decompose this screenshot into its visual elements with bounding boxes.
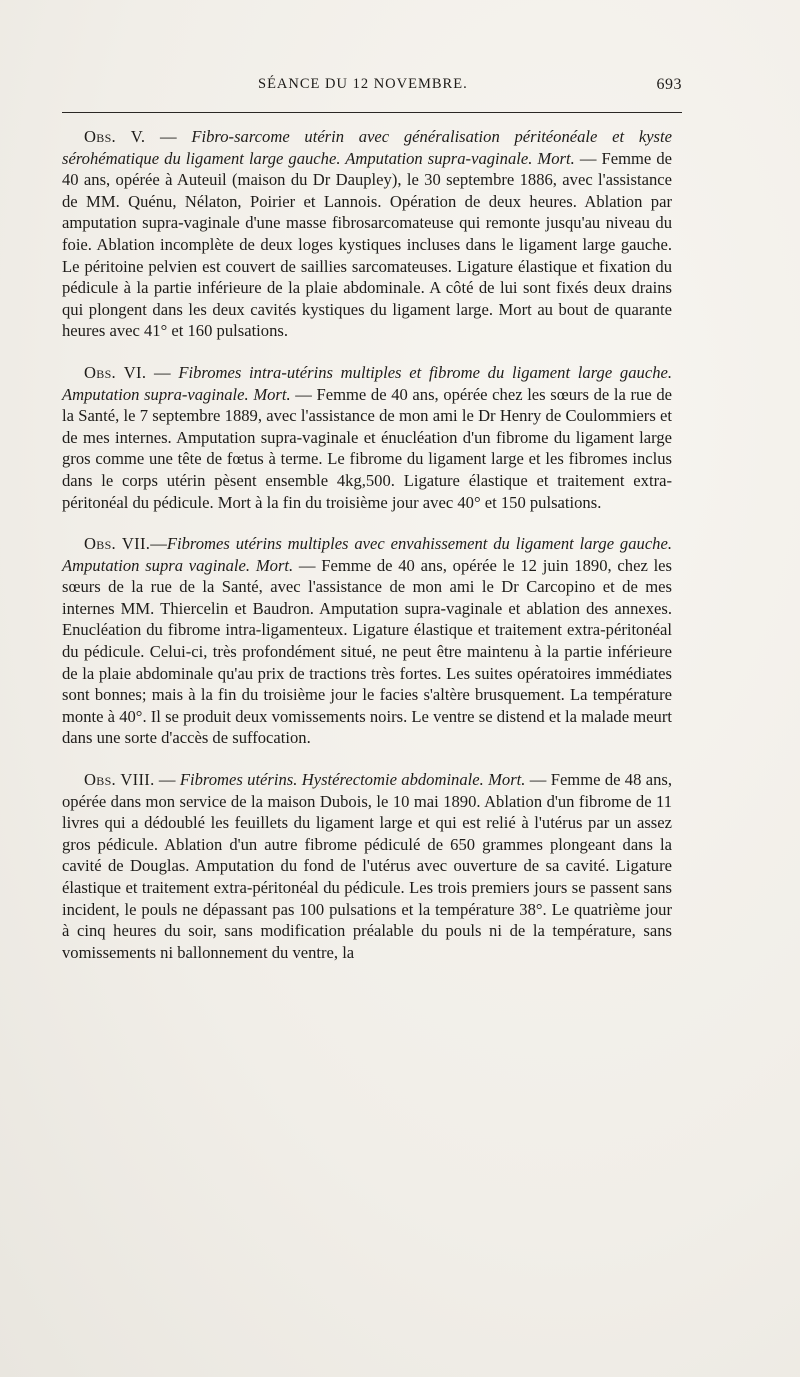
- observation-dash: —: [150, 534, 167, 554]
- observation-vi: [62, 362, 672, 513]
- observation-dash: —: [146, 362, 179, 382]
- observation-body: — Femme de 40 ans, opérée à Auteuil (maison du Dr Daupley), le 30 septembre 1886, avec l'assistance de MM. Quénu, Nélaton, Poirier et Lannois. Opération de deux heures. Ablation par amputation supra-vaginale d'une masse fibrosarcomateuse qui remonte jusqu'au niveau du foie. Ablation incomplète de deux loges kystiques incluses dans le ligament large gauche. Le péritoine pelvien est couvert de saillies sarcomateuses. Ligature élastique et fixation du pédicule à la partie inférieure de la plaie abdominale. A côté de lui sont fixés deux drains qui plongent dans les deux cavités kystiques du ligament large. Mort au bout de quarante heures avec 41° et 160 pulsations.: [62, 148, 672, 341]
- page-number: 693: [656, 76, 682, 93]
- observation-viii: [62, 769, 672, 963]
- observation-label: Obs. VI.: [84, 362, 147, 382]
- observation-title: Fibro-sarcome utérin avec généralisation péritéonéale et kyste sérohématique du ligament large gauche. Amputation supra-vaginale. Mort.: [62, 127, 672, 168]
- observation-label: Obs. VIII.: [84, 770, 155, 790]
- observation-dash: —: [154, 770, 180, 790]
- observation-title: Fibromes utérins multiples avec envahissement du ligament large gauche. Amputation supra vaginale. Mort.: [62, 534, 672, 575]
- header-rule: [62, 112, 682, 113]
- observation-v: [62, 126, 672, 342]
- observation-body: — Femme de 40 ans, opérée chez les sœurs de la rue de la Santé, le 7 septembre 1889, avec l'assistance de mon ami le Dr Henry de Coulommiers et de mes internes. Amputation supra-vaginale et énucléation d'un fibrome du ligament large gros comme une tête de fœtus à terme. Le fibrome du ligament large et les fibromes inclus dans le corps utérin pèsent ensemble 4kg,500. Ligature élastique et traitement extra-péritonéal du pédicule. Mort à la fin du troisième jour avec 40° et 150 pulsations.: [62, 384, 672, 512]
- observation-dash: —: [145, 127, 192, 146]
- observation-body: — Femme de 40 ans, opérée le 12 juin 1890, chez les sœurs de la rue de la Santé, avec l'assistance de mon ami le Dr Carcopino et de mes internes MM. Thiercelin et Baudron. Amputation supra-vaginale et ablation des annexes. Enucléation du fibrome intra-ligamenteux. Ligature élastique et traitement extra-péritonéal du pédicule. Celui-ci, très profondément situé, ne peut être maintenu à la partie inférieure de la plaie abdominale qu'au prix de tractions très fortes. Les suites opératoires immédiates sont bonnes; mais à la fin du troisième jour le facies s'altère brusquement. La température monte à 40°. Il se produit deux vomissements noirs. Le ventre se distend et la malade meurt dans une sorte d'accès de suffocation.: [62, 555, 673, 748]
- page-body: [62, 126, 672, 983]
- running-title: SÉANCE DU 12 NOVEMBRE.: [258, 76, 468, 92]
- observation-label: Obs. VII.: [84, 534, 151, 554]
- observation-vii: [62, 533, 672, 749]
- observation-label: Obs. V.: [84, 127, 146, 146]
- page-header: [62, 76, 682, 100]
- observation-body: — Femme de 48 ans, opérée dans mon service de la maison Dubois, le 10 mai 1890. Ablation d'un fibrome de 11 livres qui a dédoublé les feuillets du ligament large et qui est relié à l'utérus par un assez gros pédicule. Ablation d'un autre fibrome pédiculé de 650 grammes plongeant dans la cavité de Douglas. Amputation du fond de l'utérus avec ouverture de sa cavité. Ligature élastique et traitement extra-péritonéal du pédicule. Les trois premiers jours se passent sans incident, le pouls ne dépassant pas 100 pulsations et la température 38°. Le quatrième jour à cinq heures du soir, sans modification préalable du pouls ni de la température, sans vomissements ni ballonnement du ventre, la: [62, 770, 673, 962]
- observation-title: Fibromes utérins. Hystérectomie abdominale. Mort.: [179, 770, 526, 790]
- observation-title: Fibromes intra-utérins multiples et fibrome du ligament large gauche. Amputation supra-vaginale. Mort.: [62, 362, 672, 404]
